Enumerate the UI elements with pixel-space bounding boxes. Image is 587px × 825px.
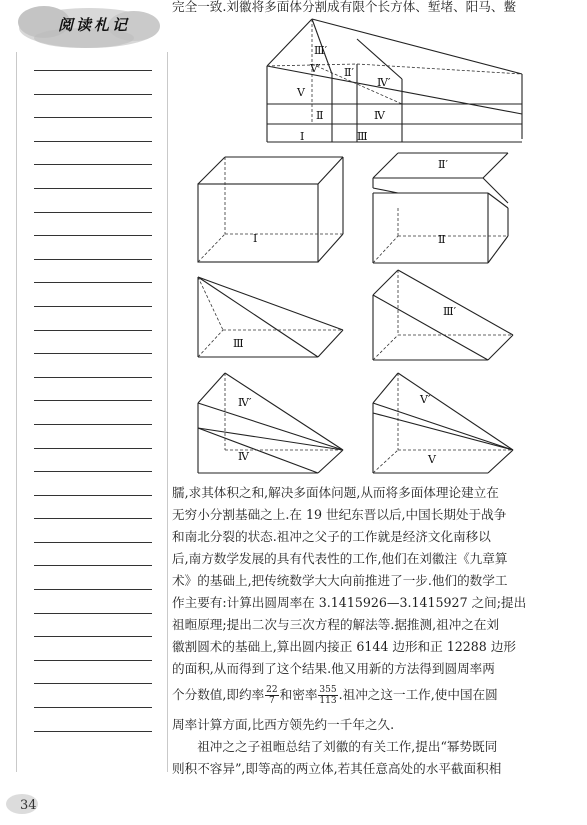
note-line [34, 400, 152, 401]
reading-notes-sidebar [14, 0, 162, 760]
note-line [34, 94, 152, 95]
bienao-5p-label: Ⅴ′ [420, 393, 431, 406]
paragraph-line: 无穷小分割基础之上.在 19 世纪东晋以后,中国长期处于战争 [172, 507, 507, 522]
paragraph-line: 术》的基础上,把传统数学大大向前推进了一步.他们的数学工 [172, 573, 508, 588]
fraction-milv [318, 685, 337, 706]
bienao-4-label: Ⅳ [238, 450, 249, 463]
figure-box-1 [193, 152, 348, 267]
note-line [34, 495, 152, 496]
note-line [34, 259, 152, 260]
note-line [34, 164, 152, 165]
paragraph-line: 则积不容异”,即等高的两立体,若其任意高处的水平截面积相 [172, 761, 502, 776]
fig-label-1: Ⅰ [300, 130, 305, 143]
fraction-yuelv [265, 685, 278, 706]
paragraph-line: 祖冲之之子祖暅总结了刘徽的有关工作,提出“幂势既同 [172, 739, 498, 754]
yangma-3p-label: Ⅲ′ [443, 305, 457, 318]
note-line [34, 377, 152, 378]
figure-yangma-3 [193, 272, 348, 362]
note-line [34, 117, 152, 118]
note-line [34, 448, 152, 449]
paragraph-line: 周率计算方面,比西方领先约一千年之久. [172, 717, 395, 732]
fraction-line [172, 684, 498, 706]
figure-bienao-5 [368, 368, 518, 478]
note-line [34, 707, 152, 708]
paragraph-line: 臑,求其体积之和,解决多面体问题,从而将多面体理论建立在 [172, 485, 499, 500]
fig-label-5: Ⅴ [297, 86, 305, 99]
note-line [34, 565, 152, 566]
paragraph-line: 作主要有:计算出圆周率在 3.1415926—3.1415927 之间;提出 [172, 595, 527, 610]
paragraph-line: 的面积,从而得到了这个结果.他又用新的方法得到圆周率两 [172, 661, 495, 676]
note-line [34, 235, 152, 236]
fig-label-4: Ⅳ [374, 109, 385, 122]
note-line [34, 70, 152, 71]
prism-bottom-label: Ⅱ [438, 233, 446, 246]
note-line [34, 471, 152, 472]
note-line [34, 518, 152, 519]
fig-label-5p: Ⅴ′ [310, 62, 321, 75]
fig-label-3p: Ⅲ′ [314, 44, 328, 57]
sidebar-title: 阅读札记 [58, 16, 131, 34]
fig-label-2p: Ⅱ′ [344, 66, 354, 79]
note-line [34, 683, 152, 684]
page-number: 34 [20, 798, 37, 813]
note-line [34, 188, 152, 189]
paragraph-line: 后,南方数学发展的具有代表性的工作,他们在刘徽注《九章算 [172, 551, 508, 566]
note-line [34, 424, 152, 425]
paragraph-line: 和南北分裂的状态.祖冲之父子的工作就是经济文化南移以 [172, 529, 491, 544]
bienao-5-label: Ⅴ [428, 453, 436, 466]
figure-dissection [262, 14, 527, 152]
note-line [34, 660, 152, 661]
paragraph-line: 徽割圆术的基础上,算出圆内接正 6144 边形和正 12288 边形 [172, 639, 517, 654]
note-line [34, 306, 152, 307]
note-line [34, 636, 152, 637]
note-line [34, 353, 152, 354]
note-line [34, 141, 152, 142]
bienao-4p-label: Ⅳ′ [238, 396, 252, 409]
fig-label-4p: Ⅳ′ [377, 76, 391, 89]
note-line [34, 589, 152, 590]
fig-label-2: Ⅱ [316, 109, 324, 122]
fig-label-3: Ⅲ [357, 130, 368, 143]
paragraph-line: 祖暅原理;提出二次与三次方程的解法等.据推测,祖冲之在刘 [172, 617, 500, 632]
note-line [34, 212, 152, 213]
note-line [34, 731, 152, 732]
fraction-milv-denominator: 113 [319, 696, 337, 706]
figure-prism-2 [368, 148, 518, 268]
box-label: Ⅰ [253, 232, 258, 245]
note-line [34, 613, 152, 614]
note-line [34, 542, 152, 543]
fraction-line-mid: 和密率 [279, 687, 318, 702]
figure-yangma-3p [368, 265, 518, 365]
fraction-line-prefix: 个分数值,即约率 [172, 687, 265, 702]
fraction-milv-numerator: 355 [319, 685, 337, 695]
fraction-yuelv-denominator: 7 [269, 696, 275, 706]
prism-top-label: Ⅱ′ [438, 158, 448, 171]
top-text-line: 完全一致.刘徽将多面体分割成有限个长方体、堑堵、阳马、鳖 [172, 0, 517, 14]
note-line [34, 330, 152, 331]
fraction-yuelv-numerator: 22 [266, 685, 278, 695]
yangma-3-label: Ⅲ [233, 337, 244, 350]
fraction-line-suffix: .祖冲之这一工作,使中国在圆 [338, 687, 498, 702]
note-lines [34, 70, 152, 732]
note-line [34, 282, 152, 283]
figure-bienao-4 [193, 368, 348, 478]
